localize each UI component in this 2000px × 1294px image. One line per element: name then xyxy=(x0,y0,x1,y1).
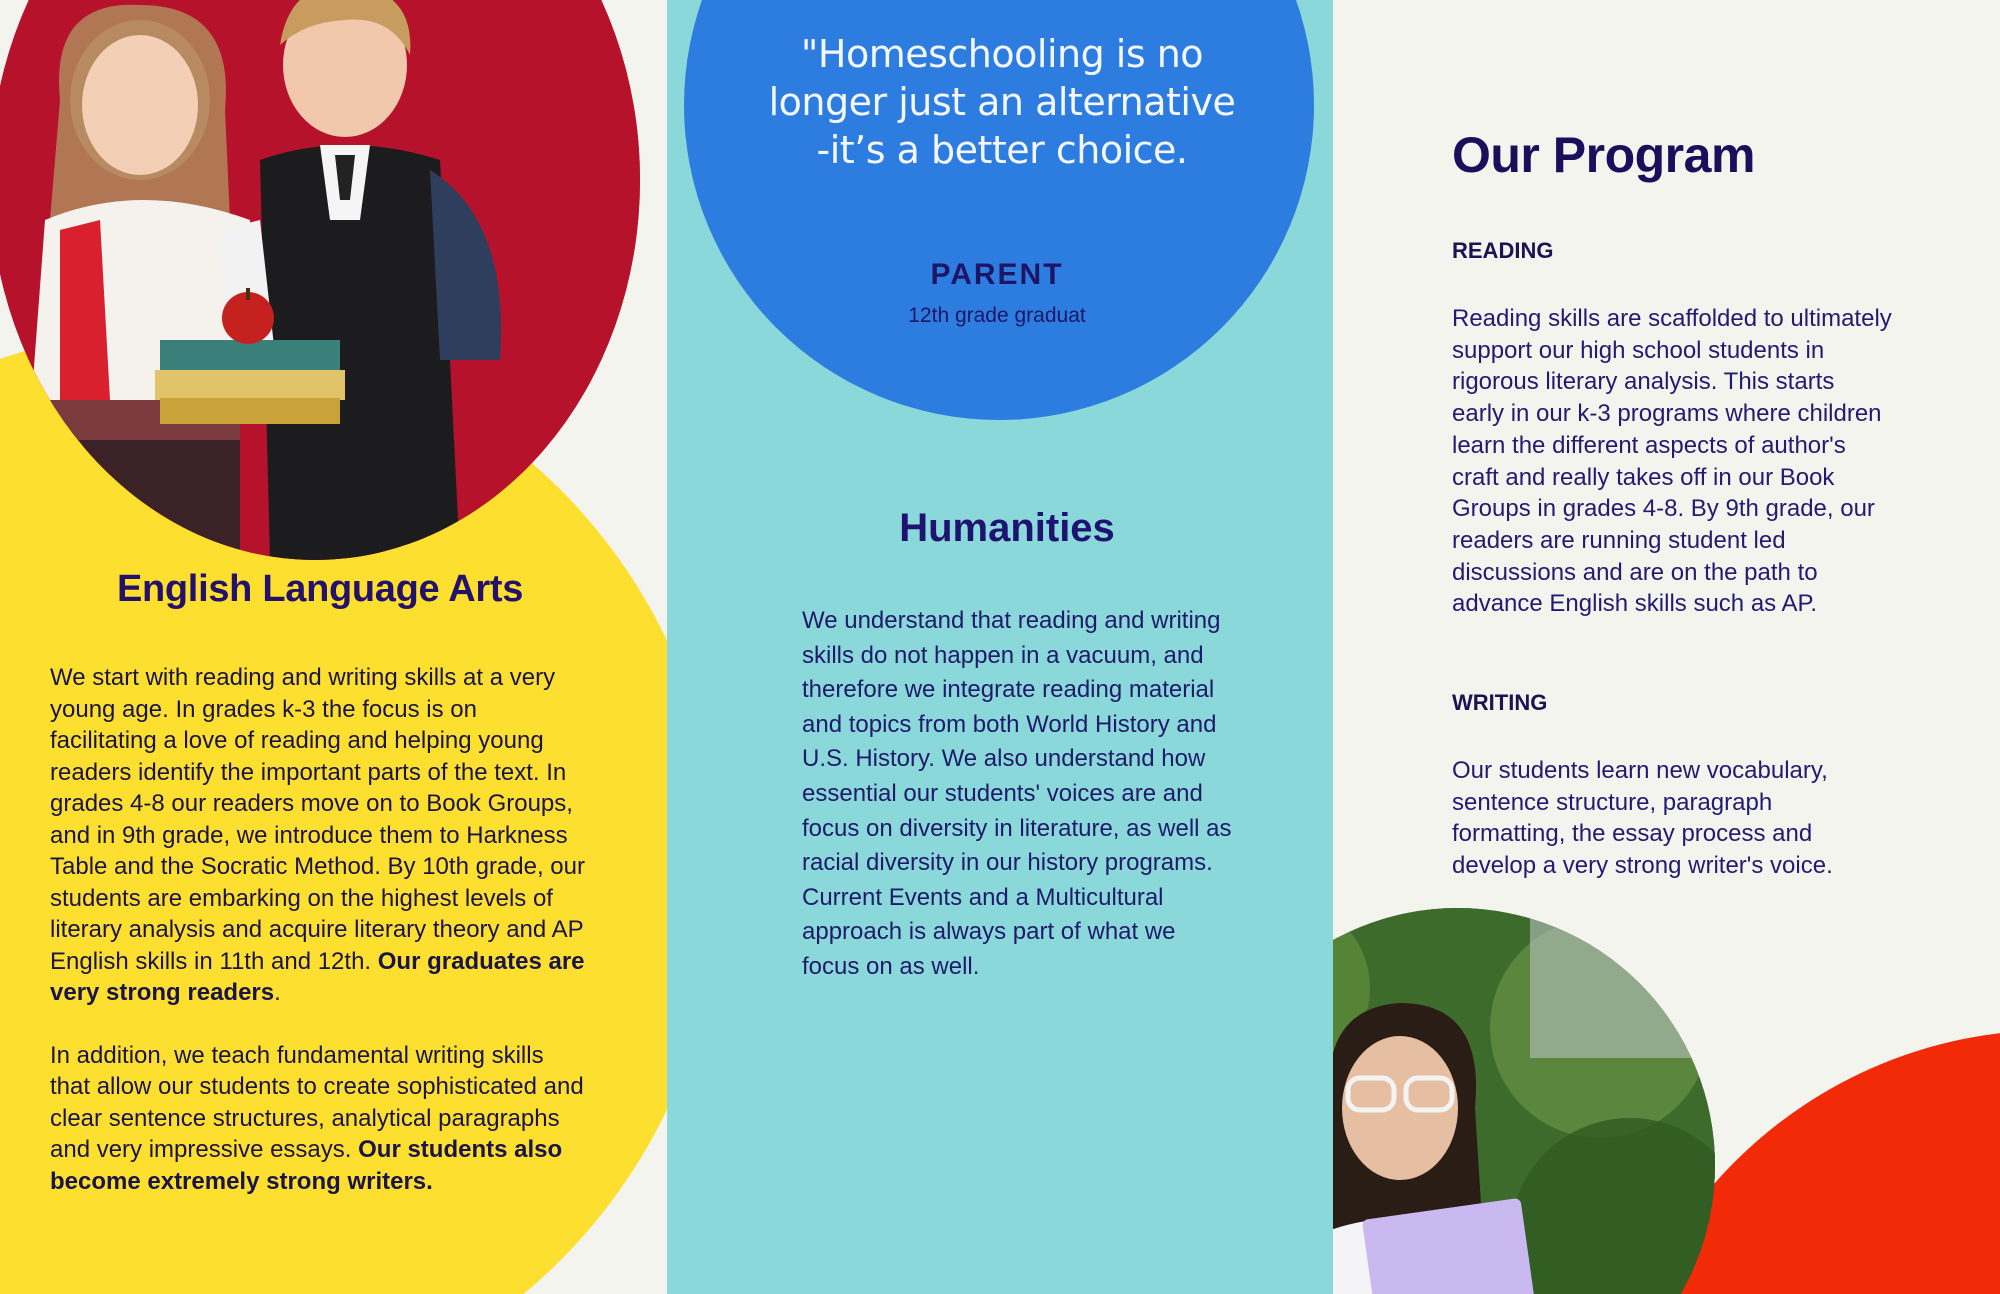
left-panel xyxy=(0,0,667,1294)
student-photo-illustration xyxy=(1333,908,1715,1294)
writing-label: WRITING xyxy=(1452,690,1548,715)
ela-paragraph-2: In addition, we teach fundamental writing skills that allow our students to create sophisticated and clear sentence structures, analytical paragraphs and very impressive essays. Our students also become extremely strong writers. xyxy=(50,1041,584,1195)
ela-paragraph-1: We start with reading and writing skills at a very young age. In grades k-3 the focus is on facilitating a love of reading and helping young readers identify the important parts of the text. In grades 4-8 our readers move on to Book Groups, and in 9th grade, we introduce them to Harkness Table and the Socratic Method. By 10th grade, our students are embarking on the highest levels of literary analysis and acquire literary theory and AP English skills in 11th and 12th. Our graduates are very strong readers. xyxy=(50,664,585,1006)
ela-paragraph-2-emphasis: Our students also become extremely strong writers. xyxy=(50,1136,563,1195)
reading-body: Reading skills are scaffolded to ultimately support our high school students in rigorous literary analysis. This starts early in our k-3 programs where children learn the different aspects of author's craft and really takes off in our Book Groups in grades 4-8. By 9th grade, our readers are running student led discussions and are on the path to advance English skills such as AP. xyxy=(1452,305,1892,618)
middle-panel xyxy=(667,0,1333,1294)
program-heading: Our Program xyxy=(1452,127,1755,183)
ela-heading: English Language Arts xyxy=(116,568,524,610)
right-panel xyxy=(1333,0,2000,1294)
humanities-body: We understand that reading and writing skills do not happen in a vacuum, and therefore we integrate reading material and topics from both World History and U.S. History. We also understand how essential our students' voices are and focus on diversity in literature, as well as racial diversity in our history programs. Current Events and a Multicultural approach is always part of what we focus on as well. xyxy=(802,607,1232,980)
testimonial-author: PARENT xyxy=(930,258,1064,291)
testimonial-role: 12th grade graduat xyxy=(908,304,1086,327)
children-photo-illustration xyxy=(0,0,640,560)
ela-body xyxy=(50,662,590,1228)
ela-paragraph-1-emphasis: Our graduates are very strong readers xyxy=(50,947,585,1006)
testimonial-quote: "Homeschooling is no longer just an alternative -it’s a better choice. xyxy=(768,32,1236,172)
humanities-heading: Humanities xyxy=(899,506,1115,550)
reading-label: READING xyxy=(1452,238,1554,263)
children-photo xyxy=(0,0,640,560)
writing-body: Our students learn new vocabulary, sentence structure, paragraph formatting, the essay process and develop a very strong writer's voice. xyxy=(1452,757,1833,880)
student-photo xyxy=(1333,908,1715,1294)
